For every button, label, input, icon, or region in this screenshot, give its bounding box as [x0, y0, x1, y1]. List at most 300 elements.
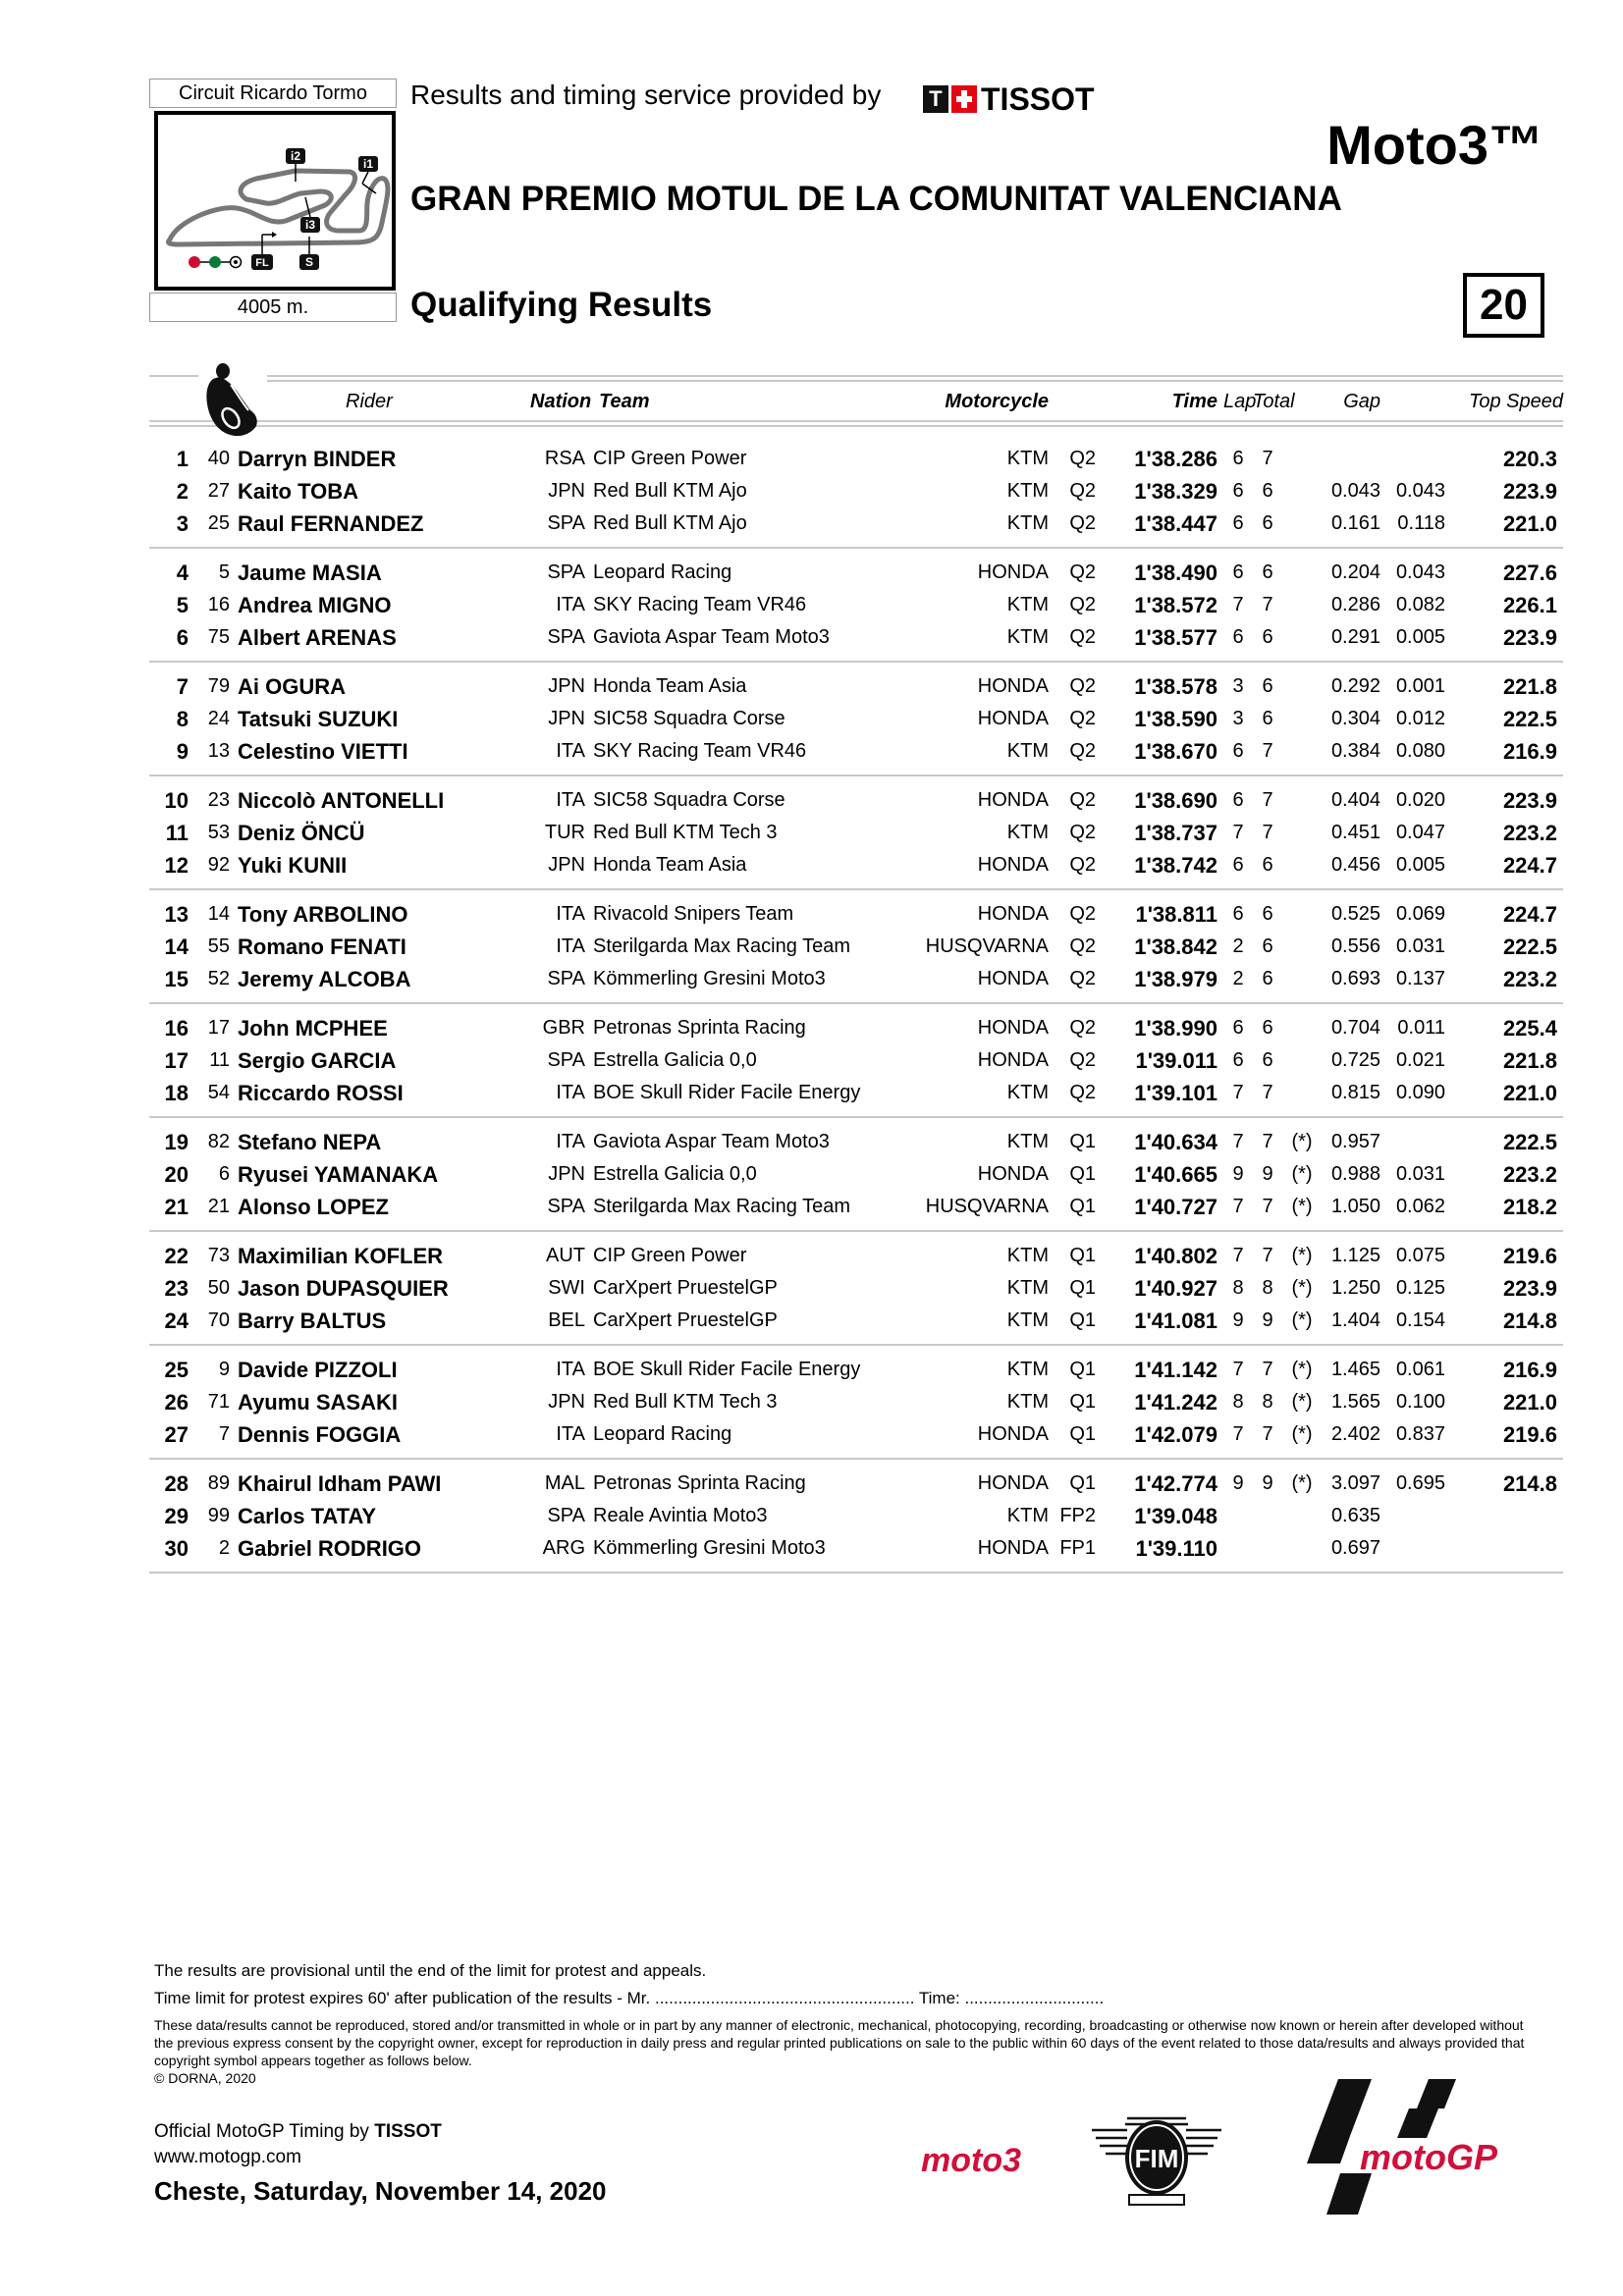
team: SIC58 Squadra Corse [593, 708, 785, 729]
position: 27 [164, 1422, 189, 1447]
top-speed: 214.8 [1502, 1471, 1557, 1496]
nation: JPN [548, 708, 585, 729]
table-row [157, 1272, 1563, 1305]
marker-s-label: S [304, 255, 314, 269]
table-row [157, 1532, 1563, 1565]
top-speed: 223.9 [1502, 1276, 1557, 1301]
best-time: 1'40.727 [1134, 1195, 1217, 1219]
session: Q2 [1069, 935, 1096, 957]
table-row [157, 1240, 1563, 1272]
rider-name: Alonso LOPEZ [238, 1195, 389, 1219]
best-lap: 7 [1232, 822, 1244, 843]
gap-to-previous: 0.001 [1395, 675, 1445, 697]
gap-to-first: 0.957 [1330, 1131, 1380, 1152]
rider-name: Celestino VIETTI [238, 739, 408, 764]
top-speed: 218.2 [1502, 1195, 1557, 1219]
nation: ITA [556, 1359, 585, 1380]
position: 4 [176, 561, 189, 585]
team: Petronas Sprinta Racing [593, 1017, 806, 1039]
rider-number: 89 [207, 1472, 230, 1494]
team: Red Bull KTM Tech 3 [593, 822, 778, 843]
nation: ITA [556, 740, 585, 762]
top-speed: 221.0 [1502, 1390, 1557, 1415]
best-time: 1'38.447 [1134, 511, 1217, 536]
gap-to-first: 3.097 [1330, 1472, 1380, 1494]
session: Q1 [1069, 1196, 1096, 1217]
group-separator [149, 661, 1563, 663]
team: SIC58 Squadra Corse [593, 789, 785, 811]
gap-to-previous: 0.125 [1395, 1277, 1445, 1299]
rider-number: 75 [207, 626, 230, 648]
motorcycle: KTM [1006, 594, 1049, 615]
position: 25 [164, 1358, 189, 1382]
rider-name: Tony ARBOLINO [238, 902, 408, 927]
nation: ITA [556, 1423, 585, 1445]
top-speed: 223.2 [1502, 1162, 1557, 1187]
nation: ITA [556, 1131, 585, 1152]
total-laps: 6 [1262, 675, 1273, 697]
protest-limit-notice: Time limit for protest expires 60' after publication of the results - Mr. ........................................................ Time: .............................. [154, 1989, 1105, 2007]
position: 15 [164, 967, 189, 991]
rider-name: Deniz ÖNCÜ [238, 821, 365, 845]
total-laps: 6 [1262, 935, 1273, 957]
rider-number: 50 [207, 1277, 230, 1299]
position: 7 [176, 674, 189, 699]
gap-to-previous: 0.080 [1395, 740, 1445, 762]
place-date: Cheste, Saturday, November 14, 2020 [154, 2176, 607, 2206]
best-time: 1'38.742 [1134, 853, 1217, 878]
nation: ITA [556, 594, 585, 615]
motogp-logo [1281, 2079, 1507, 2216]
session: Q2 [1069, 480, 1096, 502]
gap-to-first: 0.404 [1330, 789, 1380, 811]
total-laps: 9 [1262, 1163, 1273, 1185]
class-title: Moto3™ [1326, 114, 1543, 176]
team: Honda Team Asia [593, 675, 747, 697]
position: 5 [176, 593, 189, 617]
gap-to-first: 1.050 [1330, 1196, 1380, 1217]
rider-number: 92 [207, 854, 230, 876]
session: Q2 [1069, 1082, 1096, 1103]
total-laps: 7 [1262, 740, 1273, 762]
best-time: 1'39.011 [1135, 1048, 1217, 1073]
table-row [157, 898, 1563, 931]
gap-to-first: 0.988 [1330, 1163, 1380, 1185]
nation: TUR [544, 822, 585, 843]
rider-number: 70 [207, 1309, 230, 1331]
rider-name: Jaume MASIA [238, 561, 382, 585]
position: 12 [164, 853, 189, 878]
header-rule-bottom-2 [149, 425, 1563, 427]
gap-to-first: 0.456 [1330, 854, 1380, 876]
rider-name: Yuki KUNII [238, 853, 348, 878]
session: Q2 [1069, 903, 1096, 925]
top-speed: 219.6 [1502, 1244, 1557, 1268]
best-time: 1'38.577 [1134, 625, 1217, 650]
position: 23 [164, 1276, 189, 1301]
rider-name: Khairul Idham PAWI [238, 1471, 442, 1496]
marker-i3-label: i3 [304, 218, 316, 232]
session: Q1 [1069, 1245, 1096, 1266]
top-speed: 223.2 [1502, 967, 1557, 991]
rider-name: Albert ARENAS [238, 625, 397, 650]
session: Q1 [1069, 1277, 1096, 1299]
not-qualified-mark: (*) [1291, 1309, 1313, 1331]
track-length: 4005 m. [149, 293, 397, 322]
column-header-rider: Rider [346, 391, 393, 412]
table-row [157, 963, 1563, 995]
best-lap: 7 [1232, 1423, 1244, 1445]
best-time: 1'39.101 [1134, 1081, 1217, 1105]
total-laps: 9 [1262, 1472, 1273, 1494]
top-speed: 223.9 [1502, 788, 1557, 813]
nation: AUT [546, 1245, 585, 1266]
best-lap: 9 [1232, 1472, 1244, 1494]
green-light-icon [209, 256, 221, 268]
gap-to-previous: 0.137 [1395, 968, 1445, 989]
rider-name: Raul FERNANDEZ [238, 511, 424, 536]
table-row [157, 931, 1563, 963]
session: Q1 [1069, 1423, 1096, 1445]
table-row [157, 443, 1563, 475]
top-speed: 222.5 [1502, 1130, 1557, 1154]
position: 10 [164, 788, 189, 813]
rider-number: 73 [207, 1245, 230, 1266]
position: 29 [164, 1504, 189, 1528]
table-row [157, 1191, 1563, 1223]
rider-number: 16 [207, 594, 230, 615]
official-timing [154, 2120, 442, 2144]
nation: ITA [556, 935, 585, 957]
best-time: 1'38.286 [1134, 447, 1217, 471]
rider-number: 13 [207, 740, 230, 762]
gap-to-previous: 0.837 [1395, 1423, 1445, 1445]
motorcycle: HONDA [977, 1472, 1049, 1494]
total-laps: 6 [1262, 626, 1273, 648]
team: Petronas Sprinta Racing [593, 1472, 806, 1494]
best-lap: 6 [1232, 561, 1244, 583]
column-header-motorcycle: Motorcycle [945, 391, 1049, 412]
position: 9 [176, 739, 189, 764]
group-separator [149, 1116, 1563, 1118]
table-row [157, 507, 1563, 540]
best-lap: 2 [1232, 935, 1244, 957]
total-laps: 7 [1262, 1196, 1273, 1217]
gap-to-first: 0.451 [1330, 822, 1380, 843]
total-laps: 6 [1262, 968, 1273, 989]
rider-name: Maximilian KOFLER [238, 1244, 444, 1268]
team: Gaviota Aspar Team Moto3 [593, 626, 830, 648]
best-time: 1'38.490 [1134, 561, 1217, 585]
best-lap: 6 [1232, 480, 1244, 502]
motorcycle: HONDA [977, 561, 1049, 583]
total-laps: 7 [1262, 1423, 1273, 1445]
gap-to-previous: 0.047 [1395, 822, 1445, 843]
top-speed: 220.3 [1502, 447, 1557, 471]
session: FP1 [1059, 1537, 1096, 1559]
table-row [157, 475, 1563, 507]
table-row [157, 1012, 1563, 1044]
nation: ITA [556, 789, 585, 811]
top-speed: 224.7 [1502, 902, 1557, 927]
gap-to-first: 0.204 [1330, 561, 1380, 583]
nation: ARG [542, 1537, 585, 1559]
gap-to-previous: 0.020 [1395, 789, 1445, 811]
table-row [157, 784, 1563, 817]
position: 19 [164, 1130, 189, 1154]
position: 20 [164, 1162, 189, 1187]
top-speed: 226.1 [1502, 593, 1557, 617]
motorcycle: KTM [1006, 1505, 1049, 1526]
team: CarXpert PruestelGP [593, 1277, 778, 1299]
team: SKY Racing Team VR46 [593, 594, 807, 615]
nation: SPA [547, 561, 585, 583]
gap-to-first: 0.693 [1330, 968, 1380, 989]
column-header-lap: Lap [1223, 391, 1257, 412]
column-header-total: Total [1253, 391, 1295, 412]
total-laps: 7 [1262, 822, 1273, 843]
nation: JPN [548, 1391, 585, 1413]
rider-number: 7 [218, 1423, 230, 1445]
best-time: 1'39.110 [1135, 1536, 1217, 1561]
column-header-gap: Gap [1343, 391, 1380, 412]
not-qualified-mark: (*) [1291, 1423, 1313, 1445]
nation: JPN [548, 1163, 585, 1185]
provisional-notice: The results are provisional until the end of the limit for protest and appeals. [154, 1961, 707, 1980]
total-laps: 6 [1262, 1017, 1273, 1039]
best-lap: 3 [1232, 708, 1244, 729]
session: Q2 [1069, 968, 1096, 989]
gap-to-first: 0.161 [1330, 512, 1380, 534]
total-laps: 6 [1262, 561, 1273, 583]
position: 26 [164, 1390, 189, 1415]
position: 21 [164, 1195, 189, 1219]
team: Estrella Galicia 0,0 [593, 1163, 757, 1185]
top-speed: 216.9 [1502, 1358, 1557, 1382]
rider-number: 17 [207, 1017, 230, 1039]
total-laps: 7 [1262, 1359, 1273, 1380]
best-time: 1'38.842 [1134, 934, 1217, 959]
gap-to-previous: 0.061 [1395, 1359, 1445, 1380]
best-time: 1'38.578 [1134, 674, 1217, 699]
top-speed: 221.8 [1502, 1048, 1557, 1073]
gap-to-previous: 0.154 [1395, 1309, 1445, 1331]
marker-i2-label: i2 [290, 149, 301, 163]
red-light-icon [189, 256, 200, 268]
team: CarXpert PruestelGP [593, 1309, 778, 1331]
table-row [157, 557, 1563, 589]
total-laps: 7 [1262, 1131, 1273, 1152]
group-separator [149, 1344, 1563, 1346]
position: 17 [164, 1048, 189, 1073]
not-qualified-mark: (*) [1291, 1277, 1313, 1299]
rider-name: Niccolò ANTONELLI [238, 788, 445, 813]
group-separator [149, 1572, 1563, 1574]
best-lap: 8 [1232, 1277, 1244, 1299]
rider-number: 14 [207, 903, 230, 925]
session: Q2 [1069, 740, 1096, 762]
column-header-top-speed: Top Speed [1468, 391, 1563, 412]
gap-to-first: 1.250 [1330, 1277, 1380, 1299]
rider-number: 71 [207, 1391, 230, 1413]
rider-name: Ayumu SASAKI [238, 1390, 398, 1415]
position: 13 [164, 902, 189, 927]
rider-number: 6 [218, 1163, 230, 1185]
top-speed: 221.8 [1502, 674, 1557, 699]
session: Q2 [1069, 1017, 1096, 1039]
total-laps: 6 [1262, 512, 1273, 534]
nation: SPA [547, 1196, 585, 1217]
best-lap: 7 [1232, 1131, 1244, 1152]
table-row [157, 670, 1563, 703]
gap-to-previous: 0.100 [1395, 1391, 1445, 1413]
table-row [157, 589, 1563, 621]
table-row [157, 1158, 1563, 1191]
motorcycle: HONDA [977, 1423, 1049, 1445]
best-time: 1'40.802 [1134, 1244, 1217, 1268]
position: 1 [176, 447, 189, 471]
rider-name: Stefano NEPA [238, 1130, 382, 1154]
nation: SPA [547, 1049, 585, 1071]
rider-name: Riccardo ROSSI [238, 1081, 404, 1105]
gap-to-previous: 0.118 [1397, 512, 1445, 534]
top-speed: 222.5 [1502, 707, 1557, 731]
best-lap: 9 [1232, 1309, 1244, 1331]
total-laps: 9 [1262, 1309, 1273, 1331]
gap-to-previous: 0.043 [1395, 480, 1445, 502]
team: SKY Racing Team VR46 [593, 740, 807, 762]
motorcycle: KTM [1006, 1082, 1049, 1103]
team: BOE Skull Rider Facile Energy [593, 1082, 861, 1103]
not-qualified-mark: (*) [1291, 1391, 1313, 1413]
top-speed: 221.0 [1502, 511, 1557, 536]
rider-number: 23 [207, 789, 230, 811]
gap-to-previous: 0.031 [1395, 1163, 1445, 1185]
best-time: 1'38.670 [1134, 739, 1217, 764]
total-laps: 6 [1262, 1049, 1273, 1071]
best-lap: 7 [1232, 1196, 1244, 1217]
gap-to-first: 0.525 [1330, 903, 1380, 925]
best-lap: 6 [1232, 1049, 1244, 1071]
gap-to-first: 0.286 [1330, 594, 1380, 615]
rider-number: 24 [207, 708, 230, 729]
track-layout-icon [158, 115, 392, 287]
group-separator [149, 1230, 1563, 1232]
motorcycle: KTM [1006, 740, 1049, 762]
total-laps: 6 [1262, 854, 1273, 876]
nation: MAL [544, 1472, 585, 1494]
session: Q2 [1069, 448, 1096, 469]
motorcycle: HONDA [977, 1537, 1049, 1559]
top-speed: 225.4 [1502, 1016, 1557, 1041]
motorcycle: HONDA [977, 789, 1049, 811]
position: 16 [164, 1016, 189, 1041]
best-lap: 6 [1232, 512, 1244, 534]
copyright-notice [154, 2016, 1529, 2087]
table-row [157, 703, 1563, 735]
best-time: 1'38.737 [1134, 821, 1217, 845]
gap-to-first: 0.384 [1330, 740, 1380, 762]
best-lap: 9 [1232, 1163, 1244, 1185]
best-lap: 6 [1232, 1017, 1244, 1039]
gap-to-first: 0.043 [1330, 480, 1380, 502]
best-time: 1'38.329 [1134, 479, 1217, 504]
team: Estrella Galicia 0,0 [593, 1049, 757, 1071]
not-qualified-mark: (*) [1291, 1359, 1313, 1380]
gap-to-first: 1.125 [1330, 1245, 1380, 1266]
top-speed: 216.9 [1502, 739, 1557, 764]
session: Q1 [1069, 1163, 1096, 1185]
rider-number: 53 [207, 822, 230, 843]
website-link[interactable]: www.motogp.com [154, 2147, 301, 2167]
position: 28 [164, 1471, 189, 1496]
circuit-name: Circuit Ricardo Tormo [149, 79, 397, 108]
total-laps: 7 [1262, 1082, 1273, 1103]
official-timing-brand: TISSOT [374, 2121, 442, 2142]
best-time: 1'40.665 [1134, 1162, 1217, 1187]
best-time: 1'42.079 [1134, 1422, 1217, 1447]
nation: RSA [544, 448, 585, 469]
motorcycle: HONDA [977, 675, 1049, 697]
top-speed: 221.0 [1502, 1081, 1557, 1105]
session: Q1 [1069, 1472, 1096, 1494]
best-lap: 6 [1232, 448, 1244, 469]
motorcycle: KTM [1006, 626, 1049, 648]
best-time: 1'39.048 [1134, 1504, 1217, 1528]
motorcycle: KTM [1006, 480, 1049, 502]
track-map [154, 111, 396, 291]
fim-logo [1088, 2109, 1225, 2207]
not-qualified-mark: (*) [1291, 1196, 1313, 1217]
best-time: 1'38.590 [1134, 707, 1217, 731]
motorcycle: KTM [1006, 1359, 1049, 1380]
header-rule-top-inner [267, 380, 1563, 382]
gap-to-previous: 0.069 [1395, 903, 1445, 925]
position: 3 [176, 511, 189, 536]
position: 24 [164, 1308, 189, 1333]
gap-to-previous: 0.043 [1395, 561, 1445, 583]
session: Q2 [1069, 561, 1096, 583]
position: 6 [176, 625, 189, 650]
total-laps: 8 [1262, 1391, 1273, 1413]
gap-to-first: 2.402 [1330, 1423, 1380, 1445]
position: 22 [164, 1244, 189, 1268]
team: Red Bull KTM Tech 3 [593, 1391, 778, 1413]
team: BOE Skull Rider Facile Energy [593, 1359, 861, 1380]
motorcycle: KTM [1006, 1309, 1049, 1331]
gap-to-first: 0.704 [1330, 1017, 1380, 1039]
session: Q2 [1069, 708, 1096, 729]
table-row [157, 621, 1563, 654]
total-laps: 6 [1262, 903, 1273, 925]
motorcycle: KTM [1006, 1277, 1049, 1299]
rider-number: 27 [207, 480, 230, 502]
top-speed: 223.9 [1502, 479, 1557, 504]
gap-to-first: 1.465 [1330, 1359, 1380, 1380]
best-time: 1'41.142 [1134, 1358, 1217, 1382]
motorcycle: HONDA [977, 708, 1049, 729]
team: Leopard Racing [593, 561, 732, 583]
position: 8 [176, 707, 189, 731]
rider-name: Ryusei YAMANAKA [238, 1162, 439, 1187]
best-time: 1'38.690 [1134, 788, 1217, 813]
team: Sterilgarda Max Racing Team [593, 935, 850, 957]
fim-logo-text: FIM [1134, 2144, 1179, 2173]
session: Q1 [1069, 1131, 1096, 1152]
top-speed: 227.6 [1502, 561, 1557, 585]
rider-name: John MCPHEE [238, 1016, 388, 1041]
top-speed: 224.7 [1502, 853, 1557, 878]
